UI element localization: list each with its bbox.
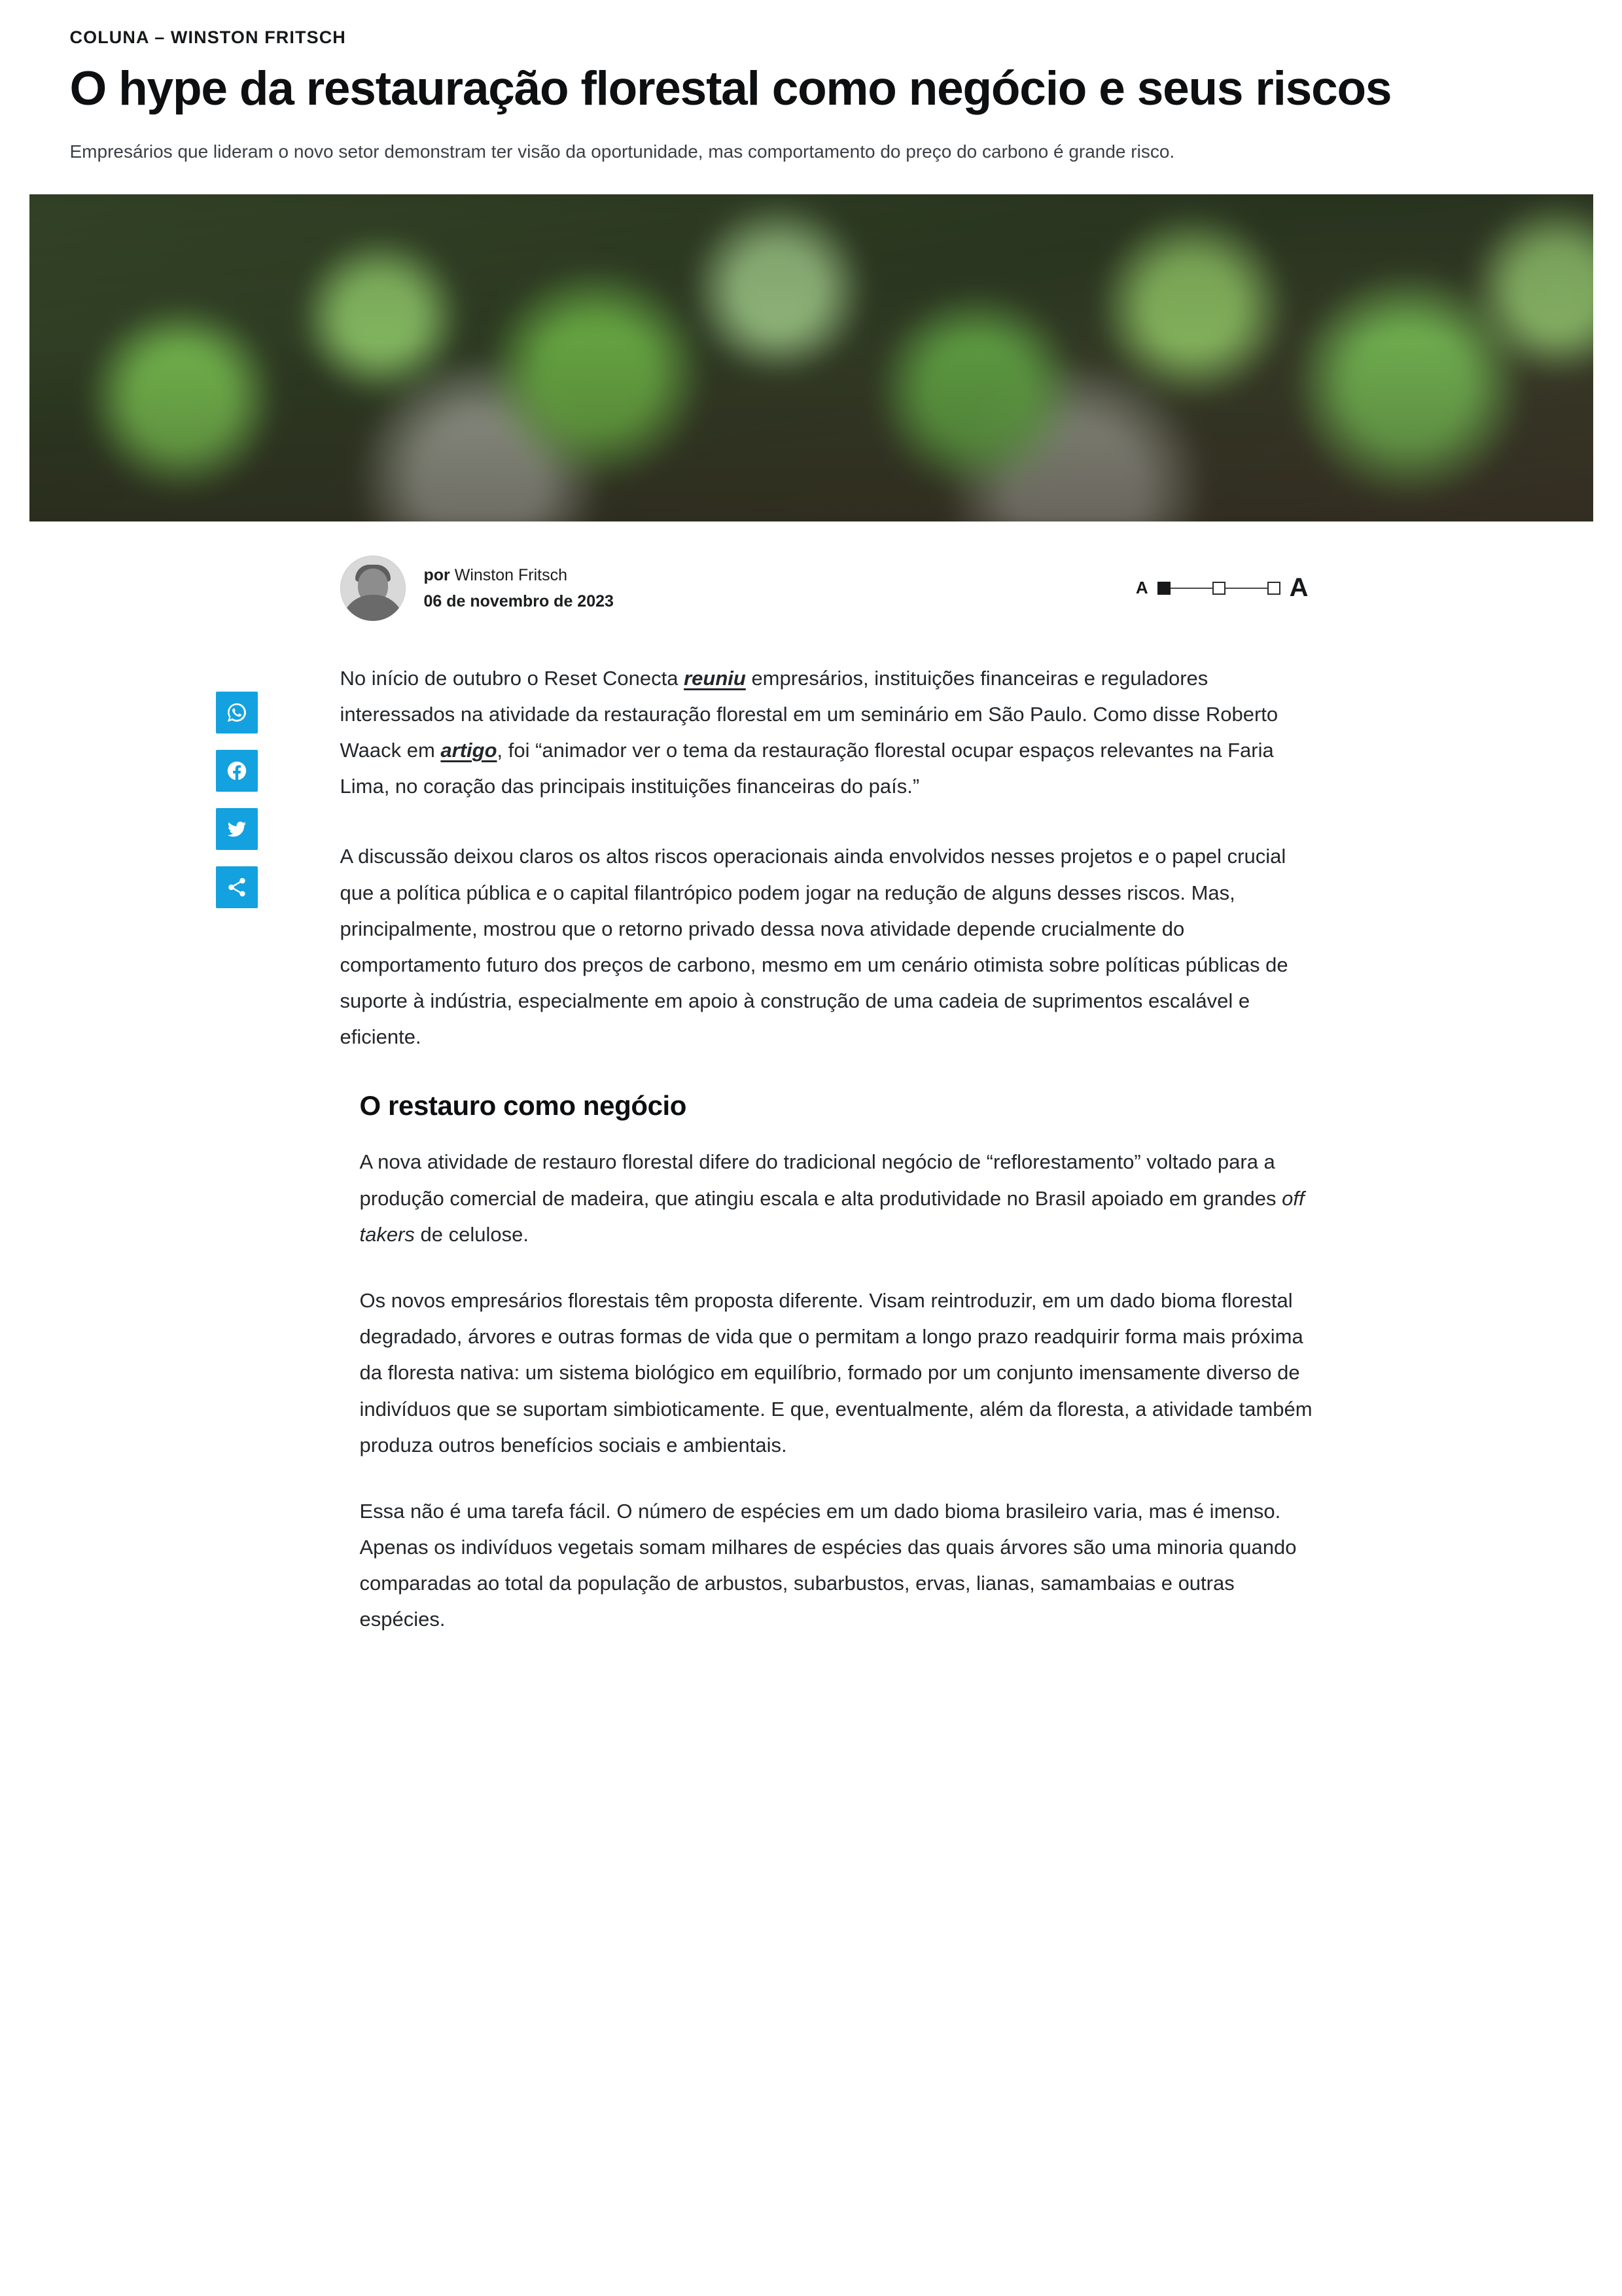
paragraph-2: A discussão deixou claros os altos riscos operacionais ainda envolvidos nesses projetos e o papel crucial que a política pública e o capital filantrópico podem jogar na redução de alguns desses riscos. Mas, principalmente, mostrou que o retorno privado dessa nova atividade depende crucialmente do comportamento futuro dos preços de carbono, mesmo em um cenário otimista sobre políticas públicas de suporte à indústria, especialmente em apoio à construção de uma cadeia de suprimentos escalável e eficiente. <box>340 845 1288 1049</box>
avatar <box>340 556 406 621</box>
hero-image <box>29 194 1593 521</box>
byline-date: 06 de novembro de 2023 <box>423 592 614 610</box>
paragraph-3-text-b: de celulose. <box>414 1222 529 1246</box>
twitter-icon <box>226 818 248 840</box>
byline <box>340 556 614 621</box>
paragraph-4: Os novos empresários florestais têm proposta diferente. Visam reintroduzir, em um dado bioma florestal degradado, árvores e outras formas de vida que o permitam a longo prazo readquirir forma mais próxima da floresta nativa: um sistema biológico em equilíbrio, formado por um conjunto imensamente diverso de indivíduos que se suportam simbioticamente. E que, eventualmente, além da floresta, a atividade também produza outros benefícios sociais e ambientais. <box>359 1288 1313 1457</box>
font-size-stop-3[interactable] <box>1267 582 1280 595</box>
byline-row <box>190 556 1433 621</box>
paragraph-3-text-a: A nova atividade de restauro florestal difere do tradicional negócio de “reflorestamento” voltado para a produção comercial de madeira, que atingiu escala e alta produtividade no Brasil apoiado em grandes <box>359 1150 1282 1210</box>
section-heading: O restauro como negócio <box>359 1090 687 1122</box>
paragraph-1-text-b: empresários, instituições financeiras e reguladores interessados na atividade da restauração florestal em um seminário em São Paulo. Como disse Roberto Waack em <box>340 666 1278 762</box>
link-artigo[interactable]: artigo <box>440 739 497 762</box>
font-size-control[interactable] <box>1136 573 1309 603</box>
column-kicker[interactable]: COLUNA – WINSTON FRITSCH <box>69 27 346 47</box>
font-size-stop-1[interactable] <box>1157 582 1171 595</box>
avatar-shoulders <box>342 595 404 621</box>
font-size-track[interactable] <box>1157 582 1280 595</box>
byline-text <box>424 563 614 614</box>
share-whatsapp-button[interactable] <box>216 692 258 733</box>
hero-image-overlay <box>29 194 1593 521</box>
share-rail <box>216 692 258 908</box>
section-restauro <box>340 1090 1322 1637</box>
article-header <box>29 27 1593 166</box>
byline-author-line <box>424 563 614 587</box>
font-size-line-2 <box>1225 588 1267 589</box>
link-reuniu[interactable]: reuniu <box>684 666 746 690</box>
paragraph-3-emphasis: off takers <box>359 1186 1305 1246</box>
page-title: O hype da restauração florestal como negócio e seus riscos <box>69 62 1392 115</box>
font-size-large-label: A <box>1289 573 1309 603</box>
paragraph-3 <box>360 1144 1322 1252</box>
font-size-small-label: A <box>1135 578 1148 598</box>
share-icon <box>226 876 248 898</box>
byline-prefix: por <box>423 565 450 584</box>
share-facebook-button[interactable] <box>216 750 258 792</box>
share-twitter-button[interactable] <box>216 808 258 850</box>
paragraph-1 <box>340 660 1322 805</box>
facebook-icon <box>226 760 248 782</box>
paragraph-5: Essa não é uma tarefa fácil. O número de espécies em um dado bioma brasileiro varia, mas é imenso. Apenas os indivíduos vegetais somam milhares de espécies das quais árvores são uma minoria quando comparadas ao total da população de arbustos, subarbustos, ervas, lianas, samambaias e outras espécies. <box>359 1499 1297 1631</box>
share-more-button[interactable] <box>216 866 258 908</box>
font-size-stop-2[interactable] <box>1212 582 1225 595</box>
whatsapp-icon <box>226 701 248 724</box>
font-size-line-1 <box>1171 588 1212 589</box>
paragraph-1-text-a: No início de outubro o Reset Conecta <box>340 666 684 690</box>
paragraph-1-text-c: , foi “animador ver o tema da restauração florestal ocupar espaços relevantes na Faria Lima, no coração das principais instituições financeiras do país.” <box>340 739 1274 798</box>
article-body <box>190 660 1433 1638</box>
byline-author[interactable]: Winston Fritsch <box>454 565 567 584</box>
standfirst: Empresários que lideram o novo setor demonstram ter visão da oportunidade, mas comportamento do preço do carbono é grande risco. <box>69 141 1175 162</box>
